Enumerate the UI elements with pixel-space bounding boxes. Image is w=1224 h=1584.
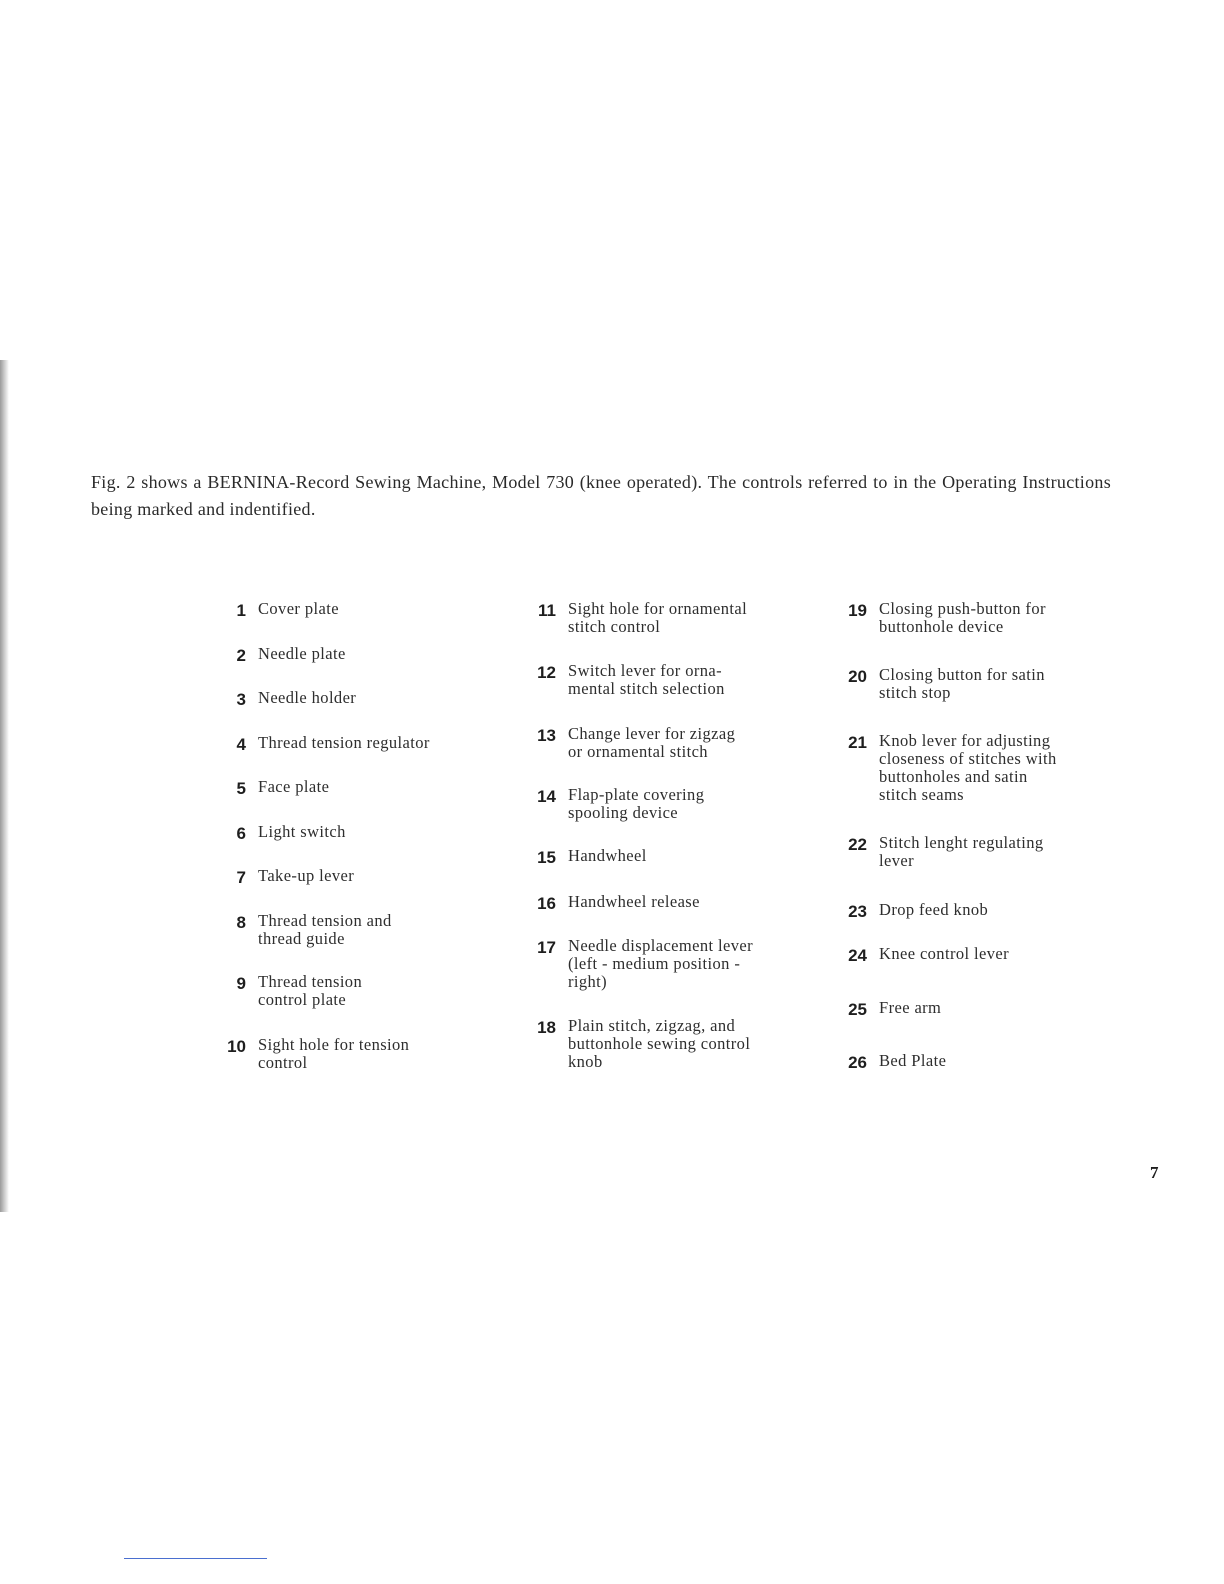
part-number: 2 bbox=[236, 646, 246, 665]
part-number: 1 bbox=[236, 601, 246, 620]
intro-paragraph: Fig. 2 shows a BERNINA-Record Sewing Machine, Model 730 (knee operated). The controls referred to in the Operating Instructions being marked and indentified. bbox=[91, 472, 1111, 519]
part-label: Needle displacement lever (left - medium position - right) bbox=[568, 936, 753, 991]
part-number: 15 bbox=[537, 848, 556, 867]
part-number: 13 bbox=[537, 726, 556, 745]
part-list-item bbox=[522, 893, 798, 913]
part-label: Flap-plate covering spooling device bbox=[568, 785, 705, 822]
part-number: 16 bbox=[537, 894, 556, 913]
part-label: Thread tension control plate bbox=[258, 972, 363, 1009]
part-list-item bbox=[833, 666, 1109, 702]
part-list-item bbox=[833, 999, 1109, 1019]
part-list-item bbox=[522, 847, 798, 867]
part-list-item bbox=[833, 1052, 1109, 1072]
part-label: Thread tension and thread guide bbox=[258, 911, 392, 948]
part-label: Light switch bbox=[258, 822, 346, 841]
part-label: Face plate bbox=[258, 777, 330, 796]
part-list-item bbox=[212, 734, 488, 754]
part-number: 22 bbox=[848, 835, 867, 854]
part-label: Sight hole for ornamental stitch control bbox=[568, 599, 748, 636]
part-number: 8 bbox=[236, 913, 246, 932]
page-number: 7 bbox=[1150, 1163, 1159, 1182]
part-list-item bbox=[212, 645, 488, 665]
part-label: Free arm bbox=[879, 998, 942, 1017]
part-number: 26 bbox=[848, 1053, 867, 1072]
part-number: 24 bbox=[848, 946, 867, 965]
part-number: 20 bbox=[848, 667, 867, 686]
part-label: Knee control lever bbox=[879, 944, 1009, 963]
part-label: Needle plate bbox=[258, 644, 346, 663]
part-label: Drop feed knob bbox=[879, 900, 989, 919]
part-label: Bed Plate bbox=[879, 1051, 947, 1070]
part-list-item bbox=[212, 689, 488, 709]
part-list-item bbox=[212, 1036, 488, 1072]
bottom-link-underline bbox=[124, 1558, 267, 1559]
part-number: 14 bbox=[537, 787, 556, 806]
part-list-item bbox=[212, 867, 488, 887]
part-label: Change lever for zigzag or ornamental stitch bbox=[568, 724, 736, 761]
part-number: 12 bbox=[537, 663, 556, 682]
part-list-item bbox=[833, 901, 1109, 921]
part-label: Switch lever for orna- mental stitch selection bbox=[568, 661, 725, 698]
part-list-item bbox=[522, 1017, 798, 1071]
part-list-item bbox=[212, 912, 488, 948]
page-edge-shadow bbox=[0, 360, 9, 1212]
part-number: 10 bbox=[227, 1037, 246, 1056]
part-label: Thread tension regulator bbox=[258, 733, 430, 752]
part-label: Plain stitch, zigzag, and buttonhole sewing control knob bbox=[568, 1016, 751, 1071]
part-number: 23 bbox=[848, 902, 867, 921]
part-list-item bbox=[522, 600, 798, 636]
part-list-item bbox=[522, 937, 798, 991]
part-list-item bbox=[833, 600, 1109, 636]
part-number: 17 bbox=[537, 938, 556, 957]
part-number: 9 bbox=[236, 974, 246, 993]
part-list-item bbox=[522, 725, 798, 761]
part-number: 25 bbox=[848, 1000, 867, 1019]
part-number: 6 bbox=[236, 824, 246, 843]
part-number: 18 bbox=[537, 1018, 556, 1037]
part-label: Closing push-button for buttonhole device bbox=[879, 599, 1046, 636]
part-list-item bbox=[522, 786, 798, 822]
part-label: Sight hole for tension control bbox=[258, 1035, 410, 1072]
part-list-item bbox=[212, 600, 488, 620]
part-list-item bbox=[833, 834, 1109, 870]
part-number: 19 bbox=[848, 601, 867, 620]
part-label: Knob lever for adjusting closeness of stitches with buttonholes and satin stitch seams bbox=[879, 731, 1057, 804]
part-number: 11 bbox=[538, 601, 556, 620]
part-number: 3 bbox=[236, 690, 246, 709]
part-number: 5 bbox=[236, 779, 246, 798]
part-list-item bbox=[212, 973, 488, 1009]
part-label: Stitch lenght regulating lever bbox=[879, 833, 1044, 870]
part-list-item bbox=[833, 945, 1109, 965]
part-label: Take-up lever bbox=[258, 866, 355, 885]
part-label: Handwheel bbox=[568, 846, 647, 865]
part-number: 21 bbox=[848, 733, 867, 752]
part-list-item bbox=[833, 732, 1109, 804]
part-number: 4 bbox=[236, 735, 246, 754]
part-label: Handwheel release bbox=[568, 892, 700, 911]
part-list-item bbox=[522, 662, 798, 698]
part-number: 7 bbox=[236, 868, 246, 887]
part-list-item bbox=[212, 778, 488, 798]
part-label: Needle holder bbox=[258, 688, 357, 707]
part-label: Closing button for satin stitch stop bbox=[879, 665, 1045, 702]
part-label: Cover plate bbox=[258, 599, 339, 618]
part-list-item bbox=[212, 823, 488, 843]
